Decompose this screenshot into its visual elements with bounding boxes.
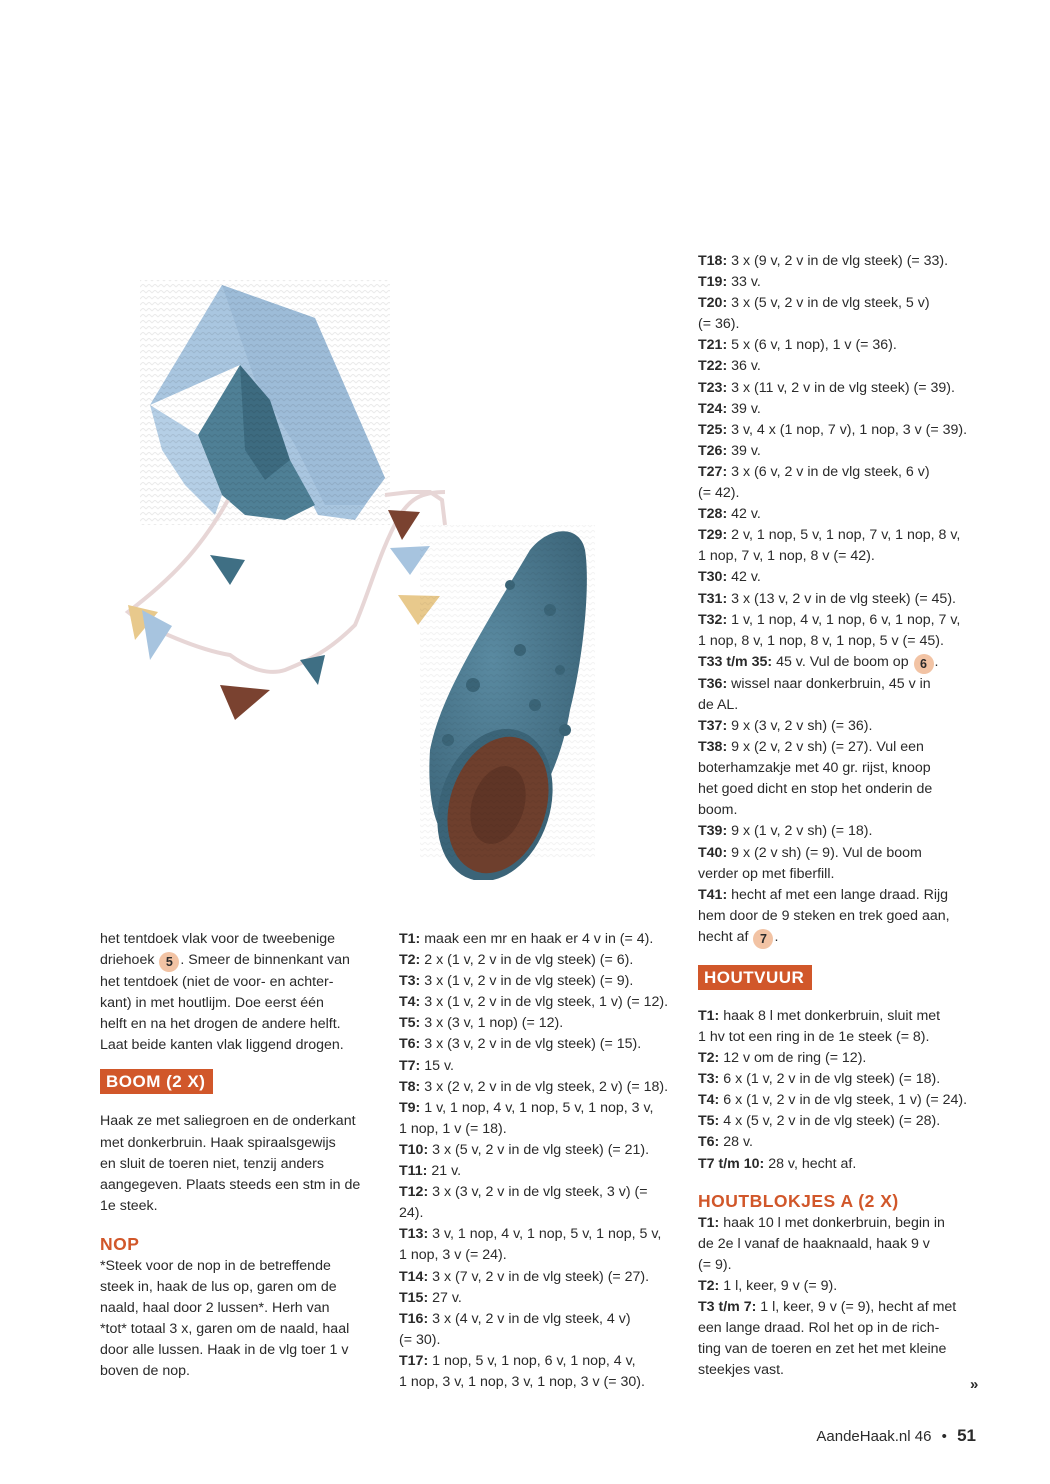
round-label: T1: — [399, 931, 421, 947]
round-text: 9 x (3 v, 2 v sh) (= 36). — [731, 717, 873, 734]
bunting-garland — [128, 492, 445, 720]
round-label: T4: — [399, 994, 421, 1011]
round-text: 1 nop, 5 v, 1 nop, 6 v, 1 nop, 4 v, — [432, 1352, 636, 1369]
round-text: 39 v. — [731, 400, 761, 417]
round-text: de AL. — [698, 696, 739, 713]
boom-rounds-list-continued — [698, 251, 983, 949]
round-text: boom. — [698, 802, 738, 819]
column-middle — [399, 929, 679, 1393]
round-line — [399, 1224, 679, 1245]
round-text: hem door de 9 steken en trek goed aan, — [698, 907, 950, 924]
round-line — [399, 1309, 679, 1330]
round-label: T21: — [698, 337, 728, 354]
text-line: steek in, haak de lus op, garen om de — [100, 1279, 337, 1296]
round-label: T1: — [698, 1007, 720, 1024]
round-line — [698, 1154, 983, 1175]
round-text: de 2e l vanaf de haaknaald, haak 9 v — [698, 1235, 930, 1252]
round-label: T39: — [698, 823, 728, 840]
round-text: 3 x (2 v, 2 v in de vlg steek, 2 v) (= 18). — [424, 1078, 669, 1095]
round-text: 33 v. — [731, 274, 761, 291]
round-line — [399, 1098, 679, 1119]
round-label: T19: — [698, 274, 728, 291]
round-line — [698, 821, 983, 842]
round-line — [698, 674, 983, 695]
round-line — [698, 420, 983, 441]
round-line — [698, 335, 983, 356]
round-line — [698, 441, 983, 462]
round-text: 3 x (11 v, 2 v in de vlg steek) (= 39). — [731, 379, 955, 396]
round-label: T16: — [399, 1310, 429, 1327]
round-text: hecht af — [698, 928, 753, 945]
round-label: T1: — [698, 1214, 720, 1231]
round-line — [698, 589, 983, 610]
round-text: 3 x (3 v, 1 nop) (= 12). — [424, 1015, 564, 1032]
round-label: T24: — [698, 400, 728, 417]
round-label: T5: — [698, 1113, 720, 1130]
round-label: T32: — [698, 611, 728, 628]
round-label: T22: — [698, 358, 728, 375]
text-line: aangegeven. Plaats steeds een stm in de — [100, 1176, 361, 1193]
round-line — [698, 1069, 983, 1090]
round-line — [698, 399, 983, 420]
page-number: 51 — [957, 1426, 976, 1445]
round-label: T8: — [399, 1078, 421, 1095]
round-line — [698, 1276, 983, 1297]
round-line — [698, 1297, 983, 1318]
round-line — [399, 1267, 679, 1288]
round-text: 1 v, 1 nop, 4 v, 1 nop, 5 v, 1 nop, 3 v, — [424, 1099, 654, 1116]
round-line — [399, 1330, 679, 1351]
round-line — [399, 1182, 679, 1203]
round-line — [698, 1234, 983, 1255]
round-text: 12 v om de ring (= 12). — [723, 1050, 867, 1067]
round-label: T2: — [698, 1277, 720, 1294]
text-line: met donkerbruin. Haak spiraalsgewijs — [100, 1134, 336, 1151]
round-label: T18: — [698, 253, 728, 269]
round-text: 21 v. — [431, 1163, 462, 1180]
round-line — [399, 1034, 679, 1055]
round-text: 1 nop, 1 v (= 18). — [399, 1120, 507, 1137]
round-text: 9 x (2 v, 2 v sh) (= 27). Vul een — [731, 739, 924, 756]
round-line — [698, 885, 983, 906]
round-label: T17: — [399, 1352, 429, 1369]
round-text: 3 x (1 v, 2 v in de vlg steek, 1 v) (= 12). — [424, 994, 669, 1011]
round-line — [399, 1245, 679, 1266]
round-text: 9 x (1 v, 2 v sh) (= 18). — [731, 823, 873, 840]
round-text: hecht af met een lange draad. Rijg — [731, 886, 949, 903]
round-text: 3 x (6 v, 2 v in de vlg steek, 6 v) — [731, 463, 930, 480]
round-line — [698, 864, 983, 885]
round-line — [698, 716, 983, 737]
round-text: 3 x (7 v, 2 v in de vlg steek) (= 27). — [432, 1268, 650, 1285]
round-line — [399, 1288, 679, 1309]
round-label: T3: — [399, 973, 421, 990]
step-badge: 7 — [753, 929, 773, 949]
round-label: T3 t/m 7: — [698, 1299, 757, 1316]
boom-intro — [100, 1111, 380, 1216]
round-line — [698, 800, 983, 821]
round-line — [698, 272, 983, 293]
round-line — [698, 779, 983, 800]
round-line — [698, 1318, 983, 1339]
round-text: 6 x (1 v, 2 v in de vlg steek) (= 18). — [723, 1071, 941, 1088]
heading-houtvuur: HOUTVUUR — [698, 965, 812, 990]
round-text: 3 x (3 v, 2 v in de vlg steek) (= 15). — [424, 1036, 642, 1053]
round-text: verder op met fiberfill. — [698, 865, 835, 882]
round-text: (= 30). — [399, 1331, 441, 1348]
round-text: 27 v. — [432, 1289, 462, 1306]
round-line — [399, 1161, 679, 1182]
column-right — [698, 251, 983, 1381]
round-line — [399, 1140, 679, 1161]
round-label: T20: — [698, 295, 728, 312]
round-text: 3 x (9 v, 2 v in de vlg steek) (= 33). — [731, 253, 949, 269]
round-text: 1 v, 1 nop, 4 v, 1 nop, 6 v, 1 nop, 7 v, — [731, 611, 961, 628]
round-line — [698, 737, 983, 758]
round-line — [698, 758, 983, 779]
round-text: boterhamzakje met 40 gr. rijst, knoop — [698, 760, 931, 777]
round-text: wissel naar donkerbruin, 45 v in — [731, 675, 931, 692]
round-label: T28: — [698, 506, 728, 523]
round-text: 3 v, 4 x (1 nop, 7 v), 1 nop, 3 v (= 39). — [731, 421, 968, 438]
round-text: het goed dicht en stop het onderin de — [698, 781, 933, 798]
round-line — [698, 1006, 983, 1027]
round-label: T15: — [399, 1289, 429, 1306]
round-line — [399, 1372, 679, 1393]
round-line — [698, 695, 983, 716]
round-label: T41: — [698, 886, 728, 903]
round-label: T40: — [698, 844, 728, 861]
round-label: T25: — [698, 421, 728, 438]
round-text: 1 l, keer, 9 v (= 9). — [723, 1277, 838, 1294]
text-line: 1e steek. — [100, 1197, 158, 1214]
round-text: 3 x (1 v, 2 v in de vlg steek) (= 9). — [424, 973, 634, 990]
round-line — [399, 950, 679, 971]
round-label: T38: — [698, 739, 728, 756]
round-label: T29: — [698, 527, 728, 544]
round-text: 3 x (13 v, 2 v in de vlg steek) (= 45). — [731, 590, 956, 607]
round-line — [698, 906, 983, 927]
round-line: T33 t/m 35: 45 v. Vul de boom op 6 . — [698, 652, 983, 674]
round-label: T5: — [399, 1015, 421, 1032]
round-line — [399, 1203, 679, 1224]
continue-arrow: » — [970, 1376, 979, 1393]
round-label: T26: — [698, 442, 728, 459]
text-line: Laat beide kanten vlak liggend drogen. — [100, 1037, 344, 1054]
round-text: ting van de toeren en zet het met kleine — [698, 1341, 947, 1358]
text-line: helft en na het drogen de andere helft. — [100, 1016, 341, 1033]
heading-nop: NOP — [100, 1233, 140, 1254]
round-label: T10: — [399, 1141, 429, 1158]
step-badge: 5 — [159, 952, 179, 972]
round-text: 1 nop, 3 v (= 24). — [399, 1247, 507, 1264]
round-label: T2: — [698, 1050, 720, 1067]
round-line — [399, 1351, 679, 1372]
round-label: T27: — [698, 463, 728, 480]
round-text: een lange draad. Rol het op in de rich- — [698, 1320, 940, 1337]
round-text: 45 v. Vul de boom op — [776, 653, 913, 670]
crochet-tree — [419, 525, 595, 880]
round-label: T13: — [399, 1226, 429, 1243]
round-line — [399, 992, 679, 1013]
round-text: 2 x (1 v, 2 v in de vlg steek) (= 6). — [424, 952, 634, 969]
round-line — [698, 378, 983, 399]
round-line — [399, 929, 679, 950]
round-label: T37: — [698, 717, 728, 734]
round-text: 42 v. — [731, 569, 761, 586]
round-line — [698, 567, 983, 588]
round-text: (= 9). — [698, 1256, 732, 1273]
round-label: T6: — [399, 1036, 421, 1053]
round-label: T7 t/m 10: — [698, 1155, 765, 1172]
round-line — [698, 1090, 983, 1111]
round-line — [698, 251, 983, 272]
round-line — [698, 462, 983, 483]
houtvuur-rounds-list — [698, 1006, 983, 1175]
round-text: 4 x (5 v, 2 v in de vlg steek) (= 28). — [723, 1113, 941, 1130]
round-text: 3 x (5 v, 2 v in de vlg steek, 5 v) — [731, 295, 930, 312]
text-line: *Steek voor de nop in de betreffende — [100, 1257, 331, 1274]
text-line: Haak ze met saliegroen en de onderkant — [100, 1113, 356, 1130]
round-line — [399, 1013, 679, 1034]
round-text: (= 36). — [698, 316, 740, 333]
text-line: driehoek 5 . Smeer de binnenkant van — [100, 950, 380, 972]
round-text: 42 v. — [731, 506, 761, 523]
round-text: 5 x (6 v, 1 nop), 1 v (= 36). — [731, 337, 897, 354]
round-label: T23: — [698, 379, 728, 396]
round-line — [698, 1027, 983, 1048]
tent-intro — [100, 929, 380, 1056]
round-label: T11: — [399, 1163, 428, 1180]
round-text: haak 8 l met donkerbruin, sluit met — [723, 1007, 941, 1024]
round-text: 3 x (3 v, 2 v in de vlg steek, 3 v) (= — [432, 1184, 648, 1201]
round-line — [698, 504, 983, 525]
round-label: T9: — [399, 1099, 421, 1116]
round-line — [698, 525, 983, 546]
round-line — [698, 1255, 983, 1276]
round-label: T14: — [399, 1268, 429, 1285]
round-text: 2 v, 1 nop, 5 v, 1 nop, 7 v, 1 nop, 8 v, — [731, 527, 961, 544]
text-line: het tentdoek vlak voor de tweebenige — [100, 931, 336, 947]
round-label: T6: — [698, 1134, 720, 1151]
column-left — [100, 929, 380, 1383]
heading-boom: BOOM (2 X) — [100, 1069, 213, 1094]
round-line — [698, 1048, 983, 1069]
text-line: het tentdoek (niet de voor- en achter- — [100, 974, 334, 991]
text-line: *tot* totaal 3 x, garen om de naald, haal — [100, 1321, 350, 1338]
round-text: 1 nop, 8 v, 1 nop, 8 v, 1 nop, 5 v (= 45). — [698, 632, 944, 649]
round-text: (= 42). — [698, 485, 740, 502]
round-text: 3 v, 1 nop, 4 v, 1 nop, 5 v, 1 nop, 5 v, — [432, 1226, 662, 1243]
heading-houtblokjes: HOUTBLOKJES A (2 X) — [698, 1190, 899, 1211]
round-text: 1 hv tot een ring in de 1e steek (= 8). — [698, 1029, 930, 1045]
text-line: boven de nop. — [100, 1363, 190, 1380]
round-line — [698, 610, 983, 631]
round-line — [399, 1119, 679, 1140]
round-text: 1 nop, 7 v, 1 nop, 8 v (= 42). — [698, 548, 875, 565]
round-label: T31: — [698, 590, 728, 607]
round-line — [698, 546, 983, 567]
round-line — [698, 1360, 983, 1381]
round-text: 1 nop, 3 v, 1 nop, 3 v, 1 nop, 3 v (= 30). — [399, 1373, 645, 1390]
round-text: 3 x (4 v, 2 v in de vlg steek, 4 v) — [432, 1310, 631, 1327]
round-line — [698, 356, 983, 377]
round-line — [698, 1132, 983, 1153]
footer-bullet: • — [941, 1428, 947, 1445]
round-label: T2: — [399, 952, 421, 969]
round-label: T36: — [698, 675, 728, 692]
round-text: 39 v. — [731, 442, 761, 459]
round-line — [399, 1077, 679, 1098]
round-line — [698, 631, 983, 652]
round-line — [399, 971, 679, 992]
round-text: 24). — [399, 1205, 424, 1222]
houtblokjes-rounds-list — [698, 1213, 983, 1382]
text-line: kant) in met houtlijm. Doe eerst één — [100, 995, 324, 1012]
step-badge: 6 — [914, 654, 934, 674]
round-line — [698, 1111, 983, 1132]
nop-instructions — [100, 1256, 380, 1383]
round-label: T3: — [698, 1071, 720, 1088]
round-line — [698, 314, 983, 335]
round-text: 15 v. — [424, 1057, 454, 1074]
text-line: door alle lussen. Haak in de vlg toer 1 v — [100, 1342, 349, 1359]
round-line — [698, 1339, 983, 1360]
round-line — [698, 293, 983, 314]
round-text: 28 v, hecht af. — [768, 1155, 857, 1172]
round-label: T30: — [698, 569, 728, 586]
round-text: 3 x (5 v, 2 v in de vlg steek) (= 21). — [432, 1141, 650, 1158]
product-photo — [80, 230, 680, 880]
text-line: naald, haal door 2 lussen*. Herh van — [100, 1300, 330, 1317]
round-line — [399, 1056, 679, 1077]
round-text: 28 v. — [723, 1134, 753, 1151]
round-text: steekjes vast. — [698, 1362, 784, 1379]
page-footer — [816, 1426, 976, 1446]
round-line — [698, 1213, 983, 1234]
round-label: T4: — [698, 1092, 720, 1109]
round-text: 1 l, keer, 9 v (= 9), hecht af met — [760, 1299, 957, 1316]
round-line: hecht af 7 . — [698, 927, 983, 949]
round-text: 36 v. — [731, 358, 761, 375]
round-text: 9 x (2 v sh) (= 9). Vul de boom — [731, 844, 922, 861]
round-label: T33 t/m 35: — [698, 653, 773, 670]
magazine-name: AandeHaak.nl 46 — [816, 1428, 932, 1445]
round-label: T7: — [399, 1057, 421, 1074]
round-label: T12: — [399, 1184, 429, 1201]
round-line — [698, 843, 983, 864]
text-line: en sluit de toeren niet, tenzij anders — [100, 1155, 324, 1172]
round-text: 6 x (1 v, 2 v in de vlg steek, 1 v) (= 24). — [723, 1092, 968, 1109]
crochet-tent — [140, 280, 390, 525]
round-text: haak 10 l met donkerbruin, begin in — [723, 1214, 945, 1231]
boom-rounds-list — [399, 929, 679, 1393]
round-line — [698, 483, 983, 504]
round-text: maak een mr en haak er 4 v in (= 4). — [424, 931, 654, 947]
